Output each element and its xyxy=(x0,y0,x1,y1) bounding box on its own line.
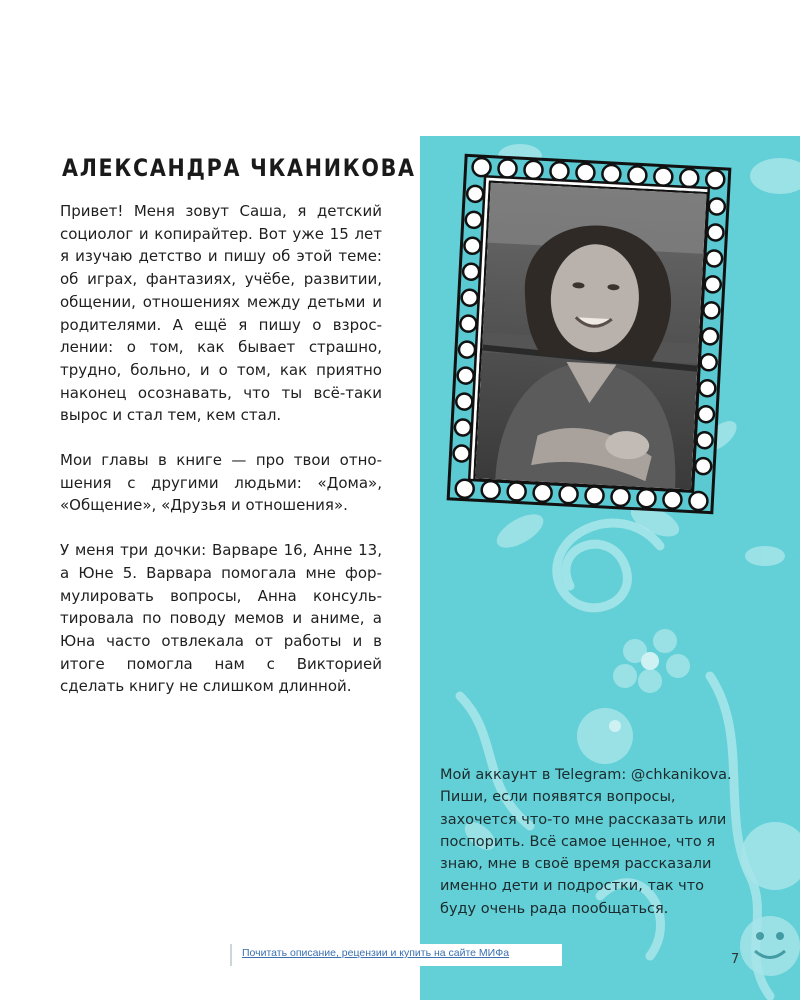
telegram-note-text: Мой аккаунт в Telegram: @chkanikova. Пиши, если появятся вопросы, захочется что-то мне рассказать или поспорить. Всё самое ценное, что я знаю, мне в своё время рассказали именно дети и подростки, так что буду очень рада пообщаться. xyxy=(440,767,732,917)
buy-link-banner[interactable] xyxy=(230,944,562,966)
author-name-heading: АЛЕКСАНДРА ЧКАНИКОВА xyxy=(62,154,416,182)
author-photo-frame xyxy=(446,153,732,515)
bio-text xyxy=(60,200,382,720)
bio-paragraph-chapters: Мои главы в книге — про твои отношения с другими людьми: «Дома», «Общение», «Друзья и отношения». xyxy=(60,451,382,515)
author-photo xyxy=(473,181,708,492)
page-number: 7 xyxy=(731,952,740,967)
author-portrait-image xyxy=(475,183,706,490)
buy-link[interactable]: Почитать описание, рецензии и купить на сайте МИФа xyxy=(242,947,510,959)
telegram-note xyxy=(440,764,740,920)
bio-paragraph-daughters: У меня три дочки: Варваре 16, Анне 13, а Юне 5. Варвара помогала мне формулировать вопросы, Анна консультировала по поводу мемов и аниме, а Юна часто отвлекала от работы и в итоге помогла нам с Викторией сделать книгу не слишком длинной. xyxy=(60,541,382,696)
bio-paragraph-intro: Привет! Меня зовут Саша, я детский социолог и копирайтер. Вот уже 15 лет я изучаю детство и пишу об этой теме: об играх, фантазиях, учёбе, развитии, общении, отношениях между детьми и родителями. А ещё я пишу о взрослении: о том, как бывает страшно, трудно, больно, и о том, как приятно наконец осознавать, что ты всё-таки вырос и стал тем, кем стал. xyxy=(60,202,382,425)
